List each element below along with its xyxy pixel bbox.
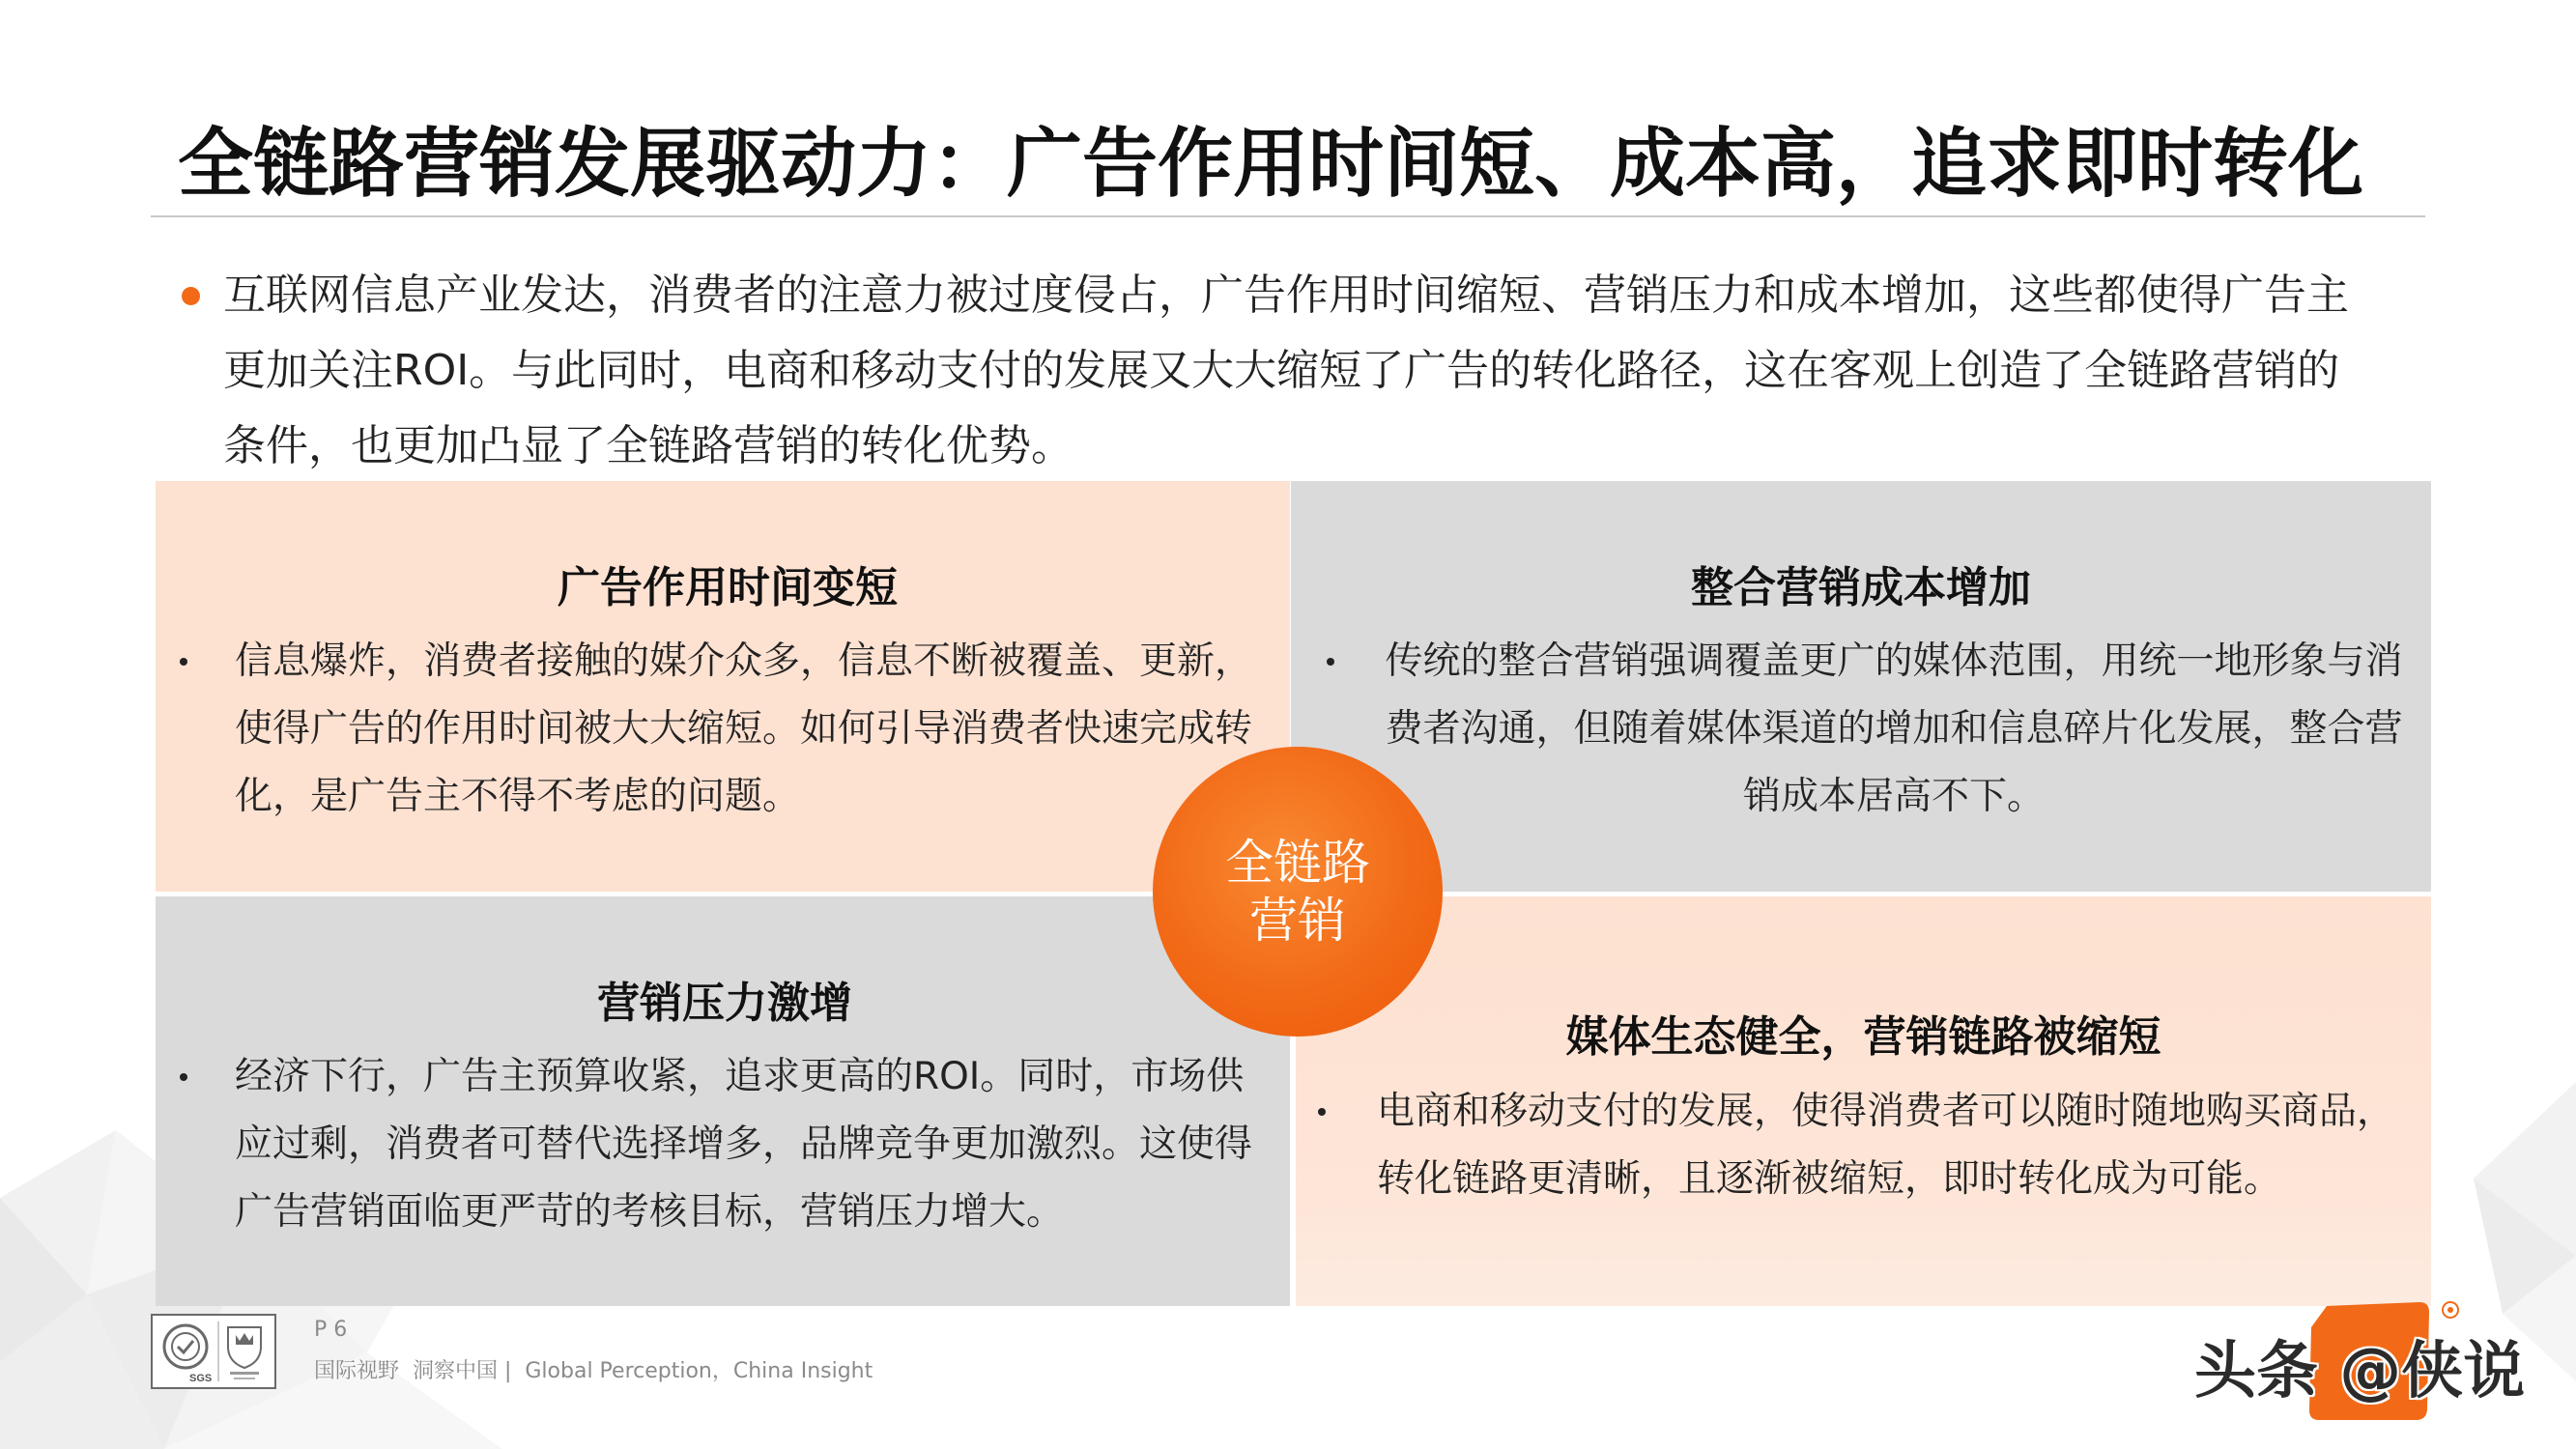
quadrant-line: 经济下行，广告主预算收紧，追求更高的ROI。同时，市场供	[235, 1055, 1245, 1098]
quadrant-line: 转化链路更清晰，且逐渐被缩短，即时转化成为可能。	[1377, 1157, 2282, 1201]
bullet-dot-icon	[1327, 658, 1334, 666]
quadrant-line: 电商和移动支付的发展，使得消费者可以随时随地购买商品，	[1377, 1090, 2395, 1133]
slide-title: 全链路营销发展驱动力：广告作用时间短、成本高，追求即时转化	[178, 121, 2364, 208]
quadrant-line: 信息爆炸，消费者接触的媒介众多，信息不断被覆盖、更新，	[235, 639, 1253, 683]
title-divider	[151, 215, 2425, 217]
watermark-text: 头条 @侠说	[2194, 1336, 2526, 1407]
bullet-dot-icon	[1318, 1108, 1326, 1116]
intro-paragraph	[223, 258, 2349, 484]
hub-label: 全链路	[1225, 835, 1370, 891]
quadrant-line: 化，是广告主不得不考虑的问题。	[235, 775, 801, 818]
quadrant-heading: 整合营销成本增加	[1691, 563, 2031, 612]
intro-line: 更加关注ROI。与此同时，电商和移动支付的发展又大大缩短了广告的转化路径，这在客观上创造了全链路营销的	[223, 346, 2340, 395]
footer-tagline: 国际视野 洞察中国 | Global Perception，China Insight	[314, 1359, 873, 1383]
quadrant-heading: 媒体生态健全，营销链路被缩短	[1565, 1012, 2161, 1062]
quadrant-line: 销成本居高不下。	[1742, 775, 2045, 818]
quadrant-text	[235, 628, 1252, 831]
orange-dot-icon	[182, 287, 200, 305]
quadrant-heading: 营销压力激增	[597, 979, 852, 1028]
intro-line: 条件，也更加凸显了全链路营销的转化优势。	[223, 421, 1073, 470]
bullet-dot-icon	[180, 658, 187, 666]
quadrant-text	[1377, 1078, 2394, 1213]
quadrant-line: 应过剩，消费者可替代选择增多，品牌竞争更加激烈。这使得	[235, 1122, 1253, 1166]
quadrant-text	[1383, 628, 2405, 831]
quadrant-line: 广告营销面临更严苛的考核目标，营销压力增大。	[235, 1190, 1065, 1234]
bullet-dot-icon	[180, 1073, 187, 1081]
quadrant-heading: 广告作用时间变短	[558, 563, 898, 612]
intro-line: 互联网信息产业发达，消费者的注意力被过度侵占，广告作用时间缩短、营销压力和成本增加，这些都使得广告主	[223, 270, 2349, 320]
hub-label: 营销	[1249, 893, 1346, 949]
center-hub-circle	[1153, 747, 1443, 1037]
cert-mark-text: SGS	[189, 1373, 213, 1384]
quadrant-line: 费者沟通，但随着媒体渠道的增加和信息碎片化发展，整合营	[1385, 707, 2403, 751]
quadrant-line: 传统的整合营销强调覆盖更广的媒体范围，用统一地形象与消	[1385, 639, 2403, 683]
quadrant-text	[235, 1043, 1252, 1246]
certification-logo	[151, 1314, 276, 1389]
quadrant-line: 使得广告的作用时间被大大缩短。如何引导消费者快速完成转	[235, 707, 1253, 751]
page-number: P 6	[314, 1318, 348, 1342]
